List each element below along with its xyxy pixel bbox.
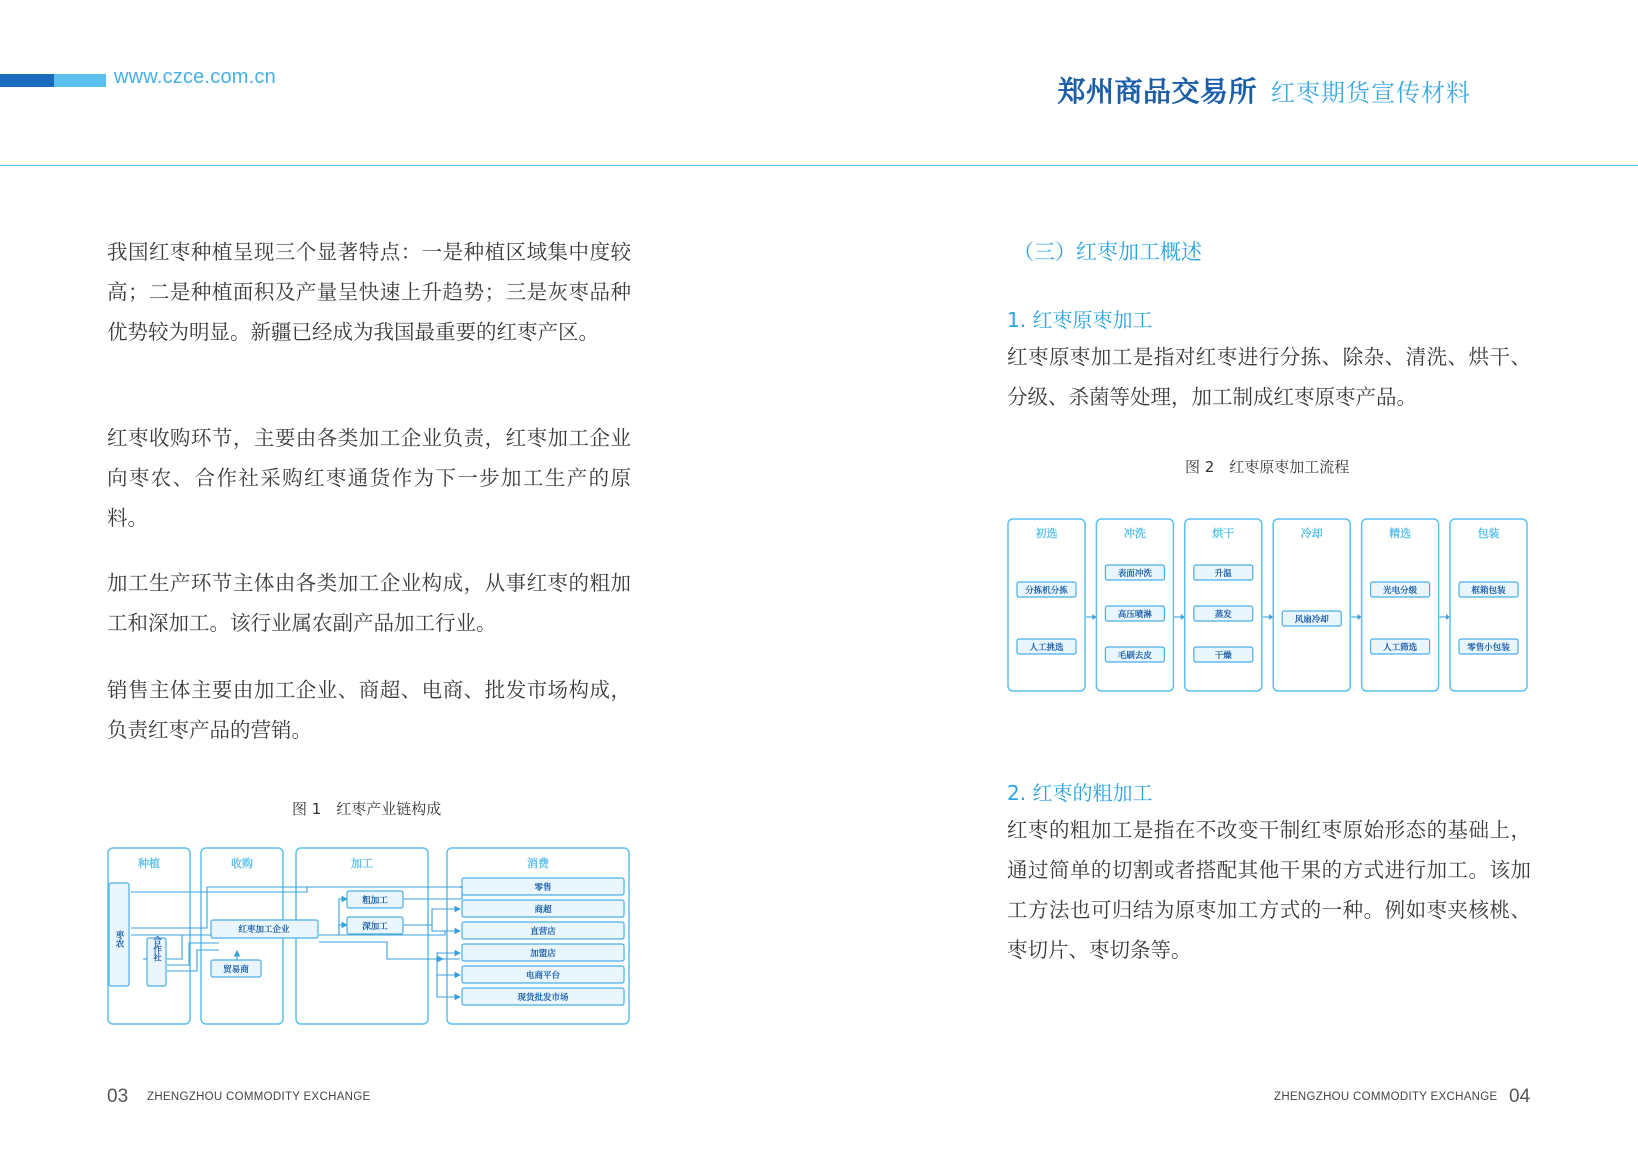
figure-2-processing-flow-diagram	[1007, 518, 1531, 694]
fig2-column-4	[1273, 519, 1350, 691]
fig2-node-5-1-label: 光电分级	[1383, 586, 1418, 596]
fig2-node-6-1-label: 框箱包装	[1471, 586, 1506, 596]
brand-name: 郑州商品交易所	[1057, 75, 1257, 108]
fig1-node-processor-label: 红枣加工企业	[238, 925, 290, 935]
fig2-column-3	[1185, 519, 1262, 691]
subsection-2-paragraph: 红枣的粗加工是指在不改变干制红枣原始形态的基础上，通过简单的切割或者搭配其他干果的方式进行加工。该加工方法也可归结为原枣加工方式的一种。例如枣夹核桃、枣切片、枣切条等。	[1007, 818, 1531, 962]
figure-1-industry-chain-diagram	[107, 847, 631, 1027]
fig1-node-wholesale-market-label: 现货批发市场	[517, 993, 569, 1003]
website-url[interactable]: www.czce.com.cn	[114, 66, 276, 88]
figure-2-caption: 图 2 红枣原枣加工流程	[1185, 458, 1350, 476]
fig1-node-franchise-store-label: 加盟店	[530, 949, 556, 959]
fig2-column-6-head: 包装	[1477, 527, 1500, 540]
fig1-head-processing: 加工	[351, 857, 373, 870]
fig2-node-3-2-label: 蒸发	[1214, 610, 1232, 620]
fig1-node-trader-label: 贸易商	[223, 965, 249, 975]
left-footer-name: ZHENGZHOU COMMODITY EXCHANGE	[147, 1091, 371, 1103]
fig1-head-planting: 种植	[138, 857, 160, 870]
fig1-head-consumption: 消费	[527, 857, 549, 870]
brand-title	[1057, 70, 1471, 110]
fig2-column-2	[1096, 519, 1173, 691]
fig2-column-1-head: 初选	[1035, 527, 1058, 540]
fig2-column-1	[1008, 519, 1085, 691]
fig1-node-deep-processing-label: 深加工	[362, 922, 388, 932]
fig2-node-1-1-label: 分拣机分拣	[1025, 586, 1068, 596]
fig2-column-6	[1450, 519, 1527, 691]
subsection-2-title: 2. 红枣的粗加工	[1007, 781, 1153, 805]
subsection-1-title: 1. 红枣原枣加工	[1007, 308, 1153, 332]
fig2-node-1-2-label: 人工挑选	[1029, 643, 1064, 653]
fig2-column-4-head: 冷却	[1300, 527, 1323, 540]
fig2-node-3-3-label: 干燥	[1214, 651, 1232, 661]
section-title: （三）红枣加工概述	[1013, 240, 1202, 264]
fig2-column-5	[1362, 519, 1439, 691]
fig1-head-purchase: 收购	[231, 857, 253, 870]
fig1-node-retail-label: 零售	[534, 883, 552, 893]
fig2-column-3-head: 烘干	[1212, 527, 1235, 540]
left-paragraph-4: 销售主体主要由加工企业、商超、电商、批发市场构成，负责红枣产品的营销。	[107, 678, 631, 742]
fig1-node-rough-processing-label: 粗加工	[362, 896, 388, 906]
subsection-1-paragraph: 红枣原枣加工是指对红枣进行分拣、除杂、清洗、烘干、分级、杀菌等处理，加工制成红枣原枣产品。	[1007, 345, 1531, 409]
brand-subtitle: 红枣期货宣传材料	[1271, 79, 1471, 107]
fig2-node-2-2-label: 高压喷淋	[1117, 610, 1152, 620]
fig1-node-ecommerce-label: 电商平台	[525, 971, 561, 981]
right-page-number: 04	[1509, 1086, 1531, 1107]
left-paragraph-1: 我国红枣种植呈现三个显著特点：一是种植区域集中度较高；二是种植面积及产量呈快速上升趋势；三是灰枣品种优势较为明显。新疆已经成为我国最重要的红枣产区。	[107, 240, 631, 344]
fig2-column-5-head: 精选	[1389, 527, 1412, 540]
fig1-node-direct-store-label: 直营店	[530, 927, 556, 937]
header-accent-bar-light	[54, 74, 106, 87]
fig1-node-supermarket-label: 商超	[534, 905, 552, 915]
header-accent-bar-dark	[0, 74, 54, 87]
left-paragraph-3: 加工生产环节主体由各类加工企业构成，从事红枣的粗加工和深加工。该行业属农副产品加工行业。	[107, 571, 631, 635]
fig2-node-3-1-label: 升温	[1214, 569, 1232, 579]
fig2-node-6-2-label: 零售小包装	[1467, 643, 1510, 653]
left-page-number: 03	[107, 1086, 129, 1107]
right-footer-name: ZHENGZHOU COMMODITY EXCHANGE	[1274, 1091, 1498, 1103]
fig2-node-4-1-label: 风扇冷却	[1294, 615, 1329, 625]
header-divider	[0, 165, 1638, 166]
fig1-node-farmer-label: 枣农	[114, 930, 124, 948]
left-paragraph-2: 红枣收购环节，主要由各类加工企业负责，红枣加工企业向枣农、合作社采购红枣通货作为下一步加工生产的原料。	[107, 426, 631, 530]
figure-1-caption: 图 1 红枣产业链构成	[292, 800, 442, 818]
fig1-node-cooperative-label: 合作社	[151, 936, 162, 962]
fig2-node-2-1-label: 表面冲洗	[1117, 569, 1152, 579]
fig2-node-5-2-label: 人工筛选	[1383, 643, 1418, 653]
fig2-node-2-3-label: 毛刷去皮	[1117, 651, 1152, 661]
fig2-column-2-head: 冲洗	[1123, 527, 1146, 540]
